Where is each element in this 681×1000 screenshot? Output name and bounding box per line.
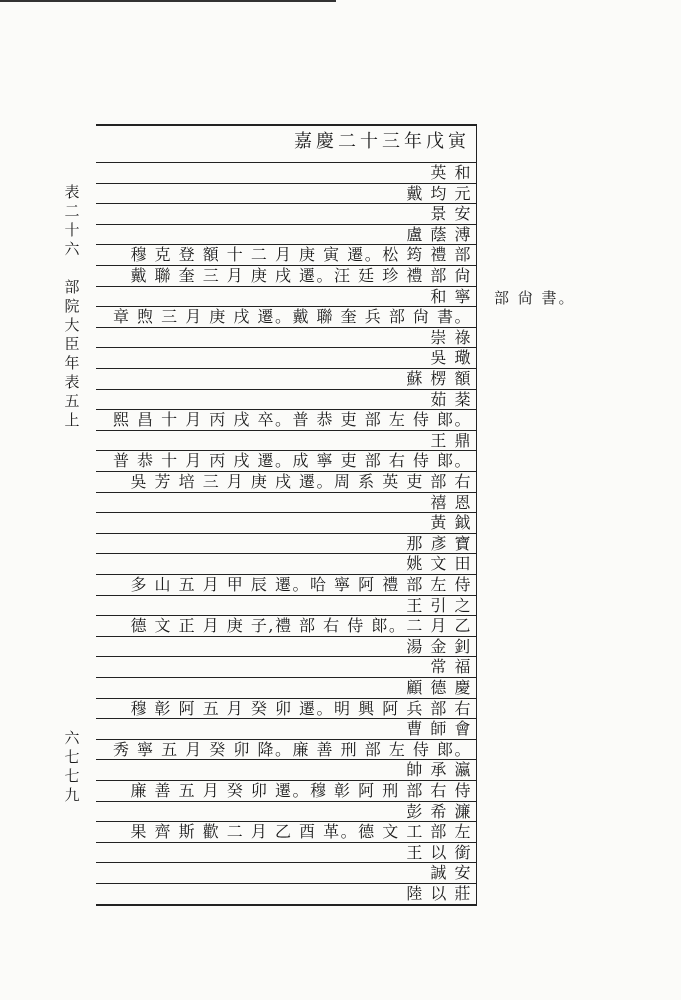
row-text: 黃 鉞: [430, 513, 472, 532]
table-row: [96, 801, 476, 822]
table-row: [96, 574, 476, 595]
side-char: 部: [64, 278, 80, 296]
table-row: [96, 656, 476, 677]
table-row: [96, 286, 476, 307]
row-text: 盧 蔭 溥: [406, 225, 472, 244]
row-text: 彭 希 濂: [406, 802, 472, 821]
row-text: 禧 恩: [430, 493, 472, 512]
table-row: [96, 842, 476, 863]
row-text: 崇 祿: [430, 328, 472, 347]
row-text: 戴 均 元: [406, 184, 472, 203]
row-text: 熙 昌 十 月 丙 戌 卒。普 恭 吏 部 左 侍 郞。: [112, 410, 472, 429]
table-row: [96, 224, 476, 245]
table-row: [96, 471, 476, 492]
side-char: 臣: [64, 335, 80, 353]
table-row: [96, 492, 476, 513]
table-row: [96, 347, 476, 368]
table-row: [96, 739, 476, 760]
row-text: 果 齊 斯 歡 二 月 乙 酉 革。德 文 工 部 左: [130, 822, 472, 841]
side-char: 大: [64, 316, 80, 334]
row-text: 戴 聯 奎 三 月 庚 戌 遷。汪 廷 珍 禮 部 尙: [130, 266, 472, 285]
page-number-char: 九: [64, 786, 80, 804]
row-text: 顧 德 慶: [406, 678, 472, 697]
row-text: 德 文 正 月 庚 子,禮 部 右 侍 郞。二 月 乙: [130, 616, 472, 635]
row-text: 吳 芳 培 三 月 庚 戌 遷。周 系 英 吏 部 右: [130, 472, 472, 491]
row-text: 帥 承 瀛: [406, 760, 472, 779]
table-row: [96, 409, 476, 430]
table-row: [96, 821, 476, 842]
row-text: 陸 以 莊: [406, 884, 472, 903]
table-row: [96, 265, 476, 286]
row-text: 蘇 楞 額: [406, 369, 472, 388]
table-row: [96, 183, 476, 204]
side-char: 年: [64, 354, 80, 372]
table-row: [96, 698, 476, 719]
page-number-char: 六: [64, 729, 80, 747]
side-label-top: [62, 183, 82, 430]
row-text: 茹 棻: [430, 390, 472, 409]
table-row: [96, 389, 476, 410]
row-text: 章 煦 三 月 庚 戌 遷。戴 聯 奎 兵 部 尙 書。: [112, 307, 472, 326]
table-row: [96, 512, 476, 533]
side-char: 上: [64, 411, 80, 429]
row-text: 英 和: [430, 163, 472, 182]
table-row: [96, 533, 476, 554]
side-char: 表: [64, 373, 80, 391]
top-border-line: [0, 0, 336, 2]
row-text: 景 安: [430, 204, 472, 223]
side-char: 十: [64, 221, 80, 239]
row-text: 秀 寧 五 月 癸 卯 降。廉 善 刑 部 左 侍 郞。: [112, 740, 472, 759]
row-text: 那 彥 寶: [406, 534, 472, 553]
table-row: [96, 883, 476, 904]
side-char: 二: [64, 202, 80, 220]
table-row: [96, 450, 476, 471]
row-text: 吳 璥: [430, 348, 472, 367]
table-row: [96, 862, 476, 883]
row-text: 姚 文 田: [406, 554, 472, 573]
table-row: [96, 327, 476, 348]
table-row: [96, 615, 476, 636]
table-row: [96, 368, 476, 389]
table-bottom-rule: [96, 904, 476, 906]
table-row: [96, 430, 476, 451]
table-row: [96, 636, 476, 657]
column-note: 部 尙 書。: [494, 289, 576, 307]
row-text: 穆 克 登 額 十 二 月 庚 寅 遷。松 筠 禮 部: [130, 245, 472, 264]
row-text: 湯 金 釗: [406, 637, 472, 656]
side-char: 六: [64, 240, 80, 258]
page-number-char: 七: [64, 767, 80, 785]
side-char: 表: [64, 183, 80, 201]
table-title: 嘉慶二十三年戊寅: [294, 131, 470, 152]
row-text: 誠 安: [430, 863, 472, 882]
side-char: 院: [64, 297, 80, 315]
table-row: [96, 162, 476, 183]
table-row: [96, 553, 476, 574]
table-row: [96, 780, 476, 801]
row-text: 王 以 銜: [406, 843, 472, 862]
page-number: [62, 729, 82, 805]
right-border-line: [476, 124, 477, 906]
table-row: [96, 306, 476, 327]
title-row: [96, 128, 476, 158]
table-row: [96, 244, 476, 265]
table-row: [96, 718, 476, 739]
row-text: 曹 師 會: [406, 719, 472, 738]
side-char: 五: [64, 392, 80, 410]
row-text: 常 福: [430, 657, 472, 676]
row-text: 普 恭 十 月 丙 戌 遷。成 寧 吏 部 右 侍 郞。: [112, 451, 472, 470]
row-text: 王 鼎: [430, 431, 472, 450]
row-text: 廉 善 五 月 癸 卯 遷。穆 彰 阿 刑 部 右 侍: [130, 781, 472, 800]
row-text: 穆 彰 阿 五 月 癸 卯 遷。明 興 阿 兵 部 右: [130, 699, 472, 718]
table-top-rule: [96, 124, 476, 126]
row-text: 和 寧: [430, 287, 472, 306]
table-row: [96, 759, 476, 780]
table-row: [96, 595, 476, 616]
table-row: [96, 203, 476, 224]
row-text: 王 引 之: [406, 596, 472, 615]
page-number-char: 七: [64, 748, 80, 766]
table-row: [96, 677, 476, 698]
row-text: 多 山 五 月 甲 辰 遷。哈 寧 阿 禮 部 左 侍: [130, 575, 472, 594]
